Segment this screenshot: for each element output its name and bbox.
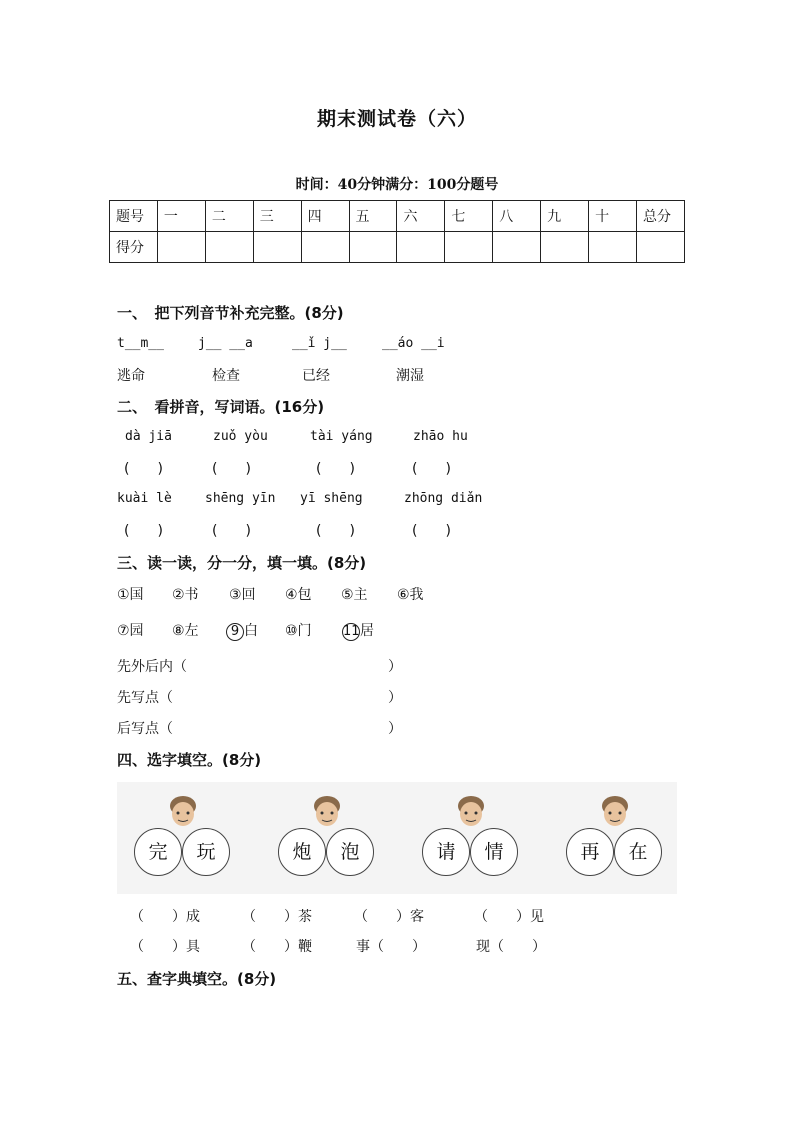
character-pair bbox=[275, 782, 379, 894]
word: 检查 bbox=[212, 368, 240, 384]
character-circle: 情 bbox=[470, 828, 518, 876]
pinyin: tài yáng bbox=[310, 429, 373, 444]
answer-paren[interactable]: ( ) bbox=[124, 523, 163, 539]
character-item bbox=[342, 620, 374, 641]
character-item: ⑤主 bbox=[341, 587, 368, 603]
word: 逃命 bbox=[117, 368, 145, 384]
character-item: ⑩门 bbox=[285, 623, 312, 639]
fill-word[interactable]: （ ）成 bbox=[130, 909, 200, 925]
fill-label: 先写点（ bbox=[117, 690, 173, 706]
pinyin: dà jiā bbox=[125, 429, 172, 444]
score-cell[interactable] bbox=[636, 232, 684, 263]
character-item bbox=[226, 620, 258, 641]
answer-paren[interactable]: ( ) bbox=[316, 461, 355, 477]
header-cell: 题号 bbox=[110, 201, 158, 232]
row-label: 得分 bbox=[110, 232, 158, 263]
pinyin: zhāo hu bbox=[413, 429, 468, 444]
score-cell[interactable] bbox=[589, 232, 637, 263]
page-title: 期末测试卷（六） bbox=[316, 108, 477, 130]
character-item: ②书 bbox=[172, 587, 199, 603]
fill-blank[interactable] bbox=[182, 718, 386, 736]
pinyin: zhōng diǎn bbox=[404, 491, 483, 506]
header-cell: 总分 bbox=[636, 201, 684, 232]
score-table bbox=[109, 200, 685, 263]
header-cell: 八 bbox=[493, 201, 541, 232]
score-cell[interactable] bbox=[205, 232, 253, 263]
pinyin: kuài lè bbox=[117, 491, 172, 506]
exam-info: 时间：40分钟满分：100分题号 bbox=[295, 177, 499, 193]
character-circle: 玩 bbox=[182, 828, 230, 876]
header-cell: 五 bbox=[349, 201, 397, 232]
syllable-blank: __áo __i bbox=[382, 336, 445, 351]
fill-word[interactable]: 现（ ） bbox=[476, 939, 546, 955]
character-item: ⑧左 bbox=[172, 623, 199, 639]
answer-paren[interactable]: ( ) bbox=[412, 461, 451, 477]
syllable-blank: j__ __a bbox=[198, 336, 253, 351]
score-cell[interactable] bbox=[493, 232, 541, 263]
header-cell: 九 bbox=[541, 201, 589, 232]
score-table-header-row bbox=[110, 201, 685, 232]
score-cell[interactable] bbox=[445, 232, 493, 263]
fill-word[interactable]: （ ）鞭 bbox=[242, 939, 312, 955]
header-cell: 十 bbox=[589, 201, 637, 232]
character-pair-illustration bbox=[117, 782, 677, 894]
circled-number: 11 bbox=[343, 624, 360, 639]
fill-word[interactable]: （ ）具 bbox=[130, 939, 200, 955]
pinyin: zuǒ yòu bbox=[213, 429, 268, 444]
syllable-blank: t__m__ bbox=[117, 336, 164, 351]
header-cell: 六 bbox=[397, 201, 445, 232]
character-circle: 泡 bbox=[326, 828, 374, 876]
character-circle: 完 bbox=[134, 828, 182, 876]
section-4-title: 四、选字填空。(8分) bbox=[117, 751, 262, 769]
fill-word[interactable]: 事（ ） bbox=[356, 939, 426, 955]
character-item: ⑦园 bbox=[117, 623, 144, 639]
character-item: ④包 bbox=[285, 587, 312, 603]
fill-close: ） bbox=[388, 659, 402, 675]
fill-blank[interactable] bbox=[196, 656, 386, 674]
section-1-title: 一、 把下列音节补充完整。(8分) bbox=[117, 304, 344, 322]
score-cell[interactable] bbox=[541, 232, 589, 263]
word: 已经 bbox=[302, 368, 330, 384]
character-circle: 在 bbox=[614, 828, 662, 876]
pinyin: yī shēng bbox=[300, 491, 363, 506]
section-5-title: 五、查字典填空。(8分) bbox=[117, 970, 277, 988]
section-3-title: 三、读一读，分一分，填一填。(8分) bbox=[117, 554, 367, 572]
character-item: ①国 bbox=[117, 587, 144, 603]
header-cell: 二 bbox=[205, 201, 253, 232]
character-circle: 炮 bbox=[278, 828, 326, 876]
fill-close: ） bbox=[388, 690, 402, 706]
character-circle: 请 bbox=[422, 828, 470, 876]
score-cell[interactable] bbox=[157, 232, 205, 263]
header-cell: 三 bbox=[253, 201, 301, 232]
score-cell[interactable] bbox=[301, 232, 349, 263]
character-item: ⑥我 bbox=[397, 587, 424, 603]
section-2-title: 二、 看拼音，写词语。(16分) bbox=[117, 398, 325, 416]
header-cell: 七 bbox=[445, 201, 493, 232]
fill-word[interactable]: （ ）茶 bbox=[242, 909, 312, 925]
answer-paren[interactable]: ( ) bbox=[316, 523, 355, 539]
character-pair bbox=[131, 782, 235, 894]
character: 居 bbox=[360, 623, 374, 639]
score-table-score-row bbox=[110, 232, 685, 263]
fill-label: 后写点（ bbox=[117, 721, 173, 737]
score-cell[interactable] bbox=[397, 232, 445, 263]
word: 潮湿 bbox=[396, 368, 424, 384]
answer-paren[interactable]: ( ) bbox=[212, 461, 251, 477]
fill-label: 先外后内（ bbox=[117, 659, 187, 675]
header-cell: 一 bbox=[157, 201, 205, 232]
answer-paren[interactable]: ( ) bbox=[124, 461, 163, 477]
character-circle: 再 bbox=[566, 828, 614, 876]
header-cell: 四 bbox=[301, 201, 349, 232]
circled-number: 9 bbox=[226, 623, 244, 641]
character-item: ③回 bbox=[229, 587, 256, 603]
fill-word[interactable]: （ ）客 bbox=[354, 909, 424, 925]
character: 白 bbox=[244, 623, 258, 639]
answer-paren[interactable]: ( ) bbox=[212, 523, 251, 539]
character-pair bbox=[563, 782, 667, 894]
fill-close: ） bbox=[388, 721, 402, 737]
fill-word[interactable]: （ ）见 bbox=[474, 909, 544, 925]
syllable-blank: __ǐ j__ bbox=[292, 336, 347, 351]
answer-paren[interactable]: ( ) bbox=[412, 523, 451, 539]
fill-blank[interactable] bbox=[182, 687, 386, 705]
score-cell[interactable] bbox=[253, 232, 301, 263]
pinyin: shēng yīn bbox=[205, 491, 276, 506]
score-cell[interactable] bbox=[349, 232, 397, 263]
character-pair bbox=[419, 782, 523, 894]
